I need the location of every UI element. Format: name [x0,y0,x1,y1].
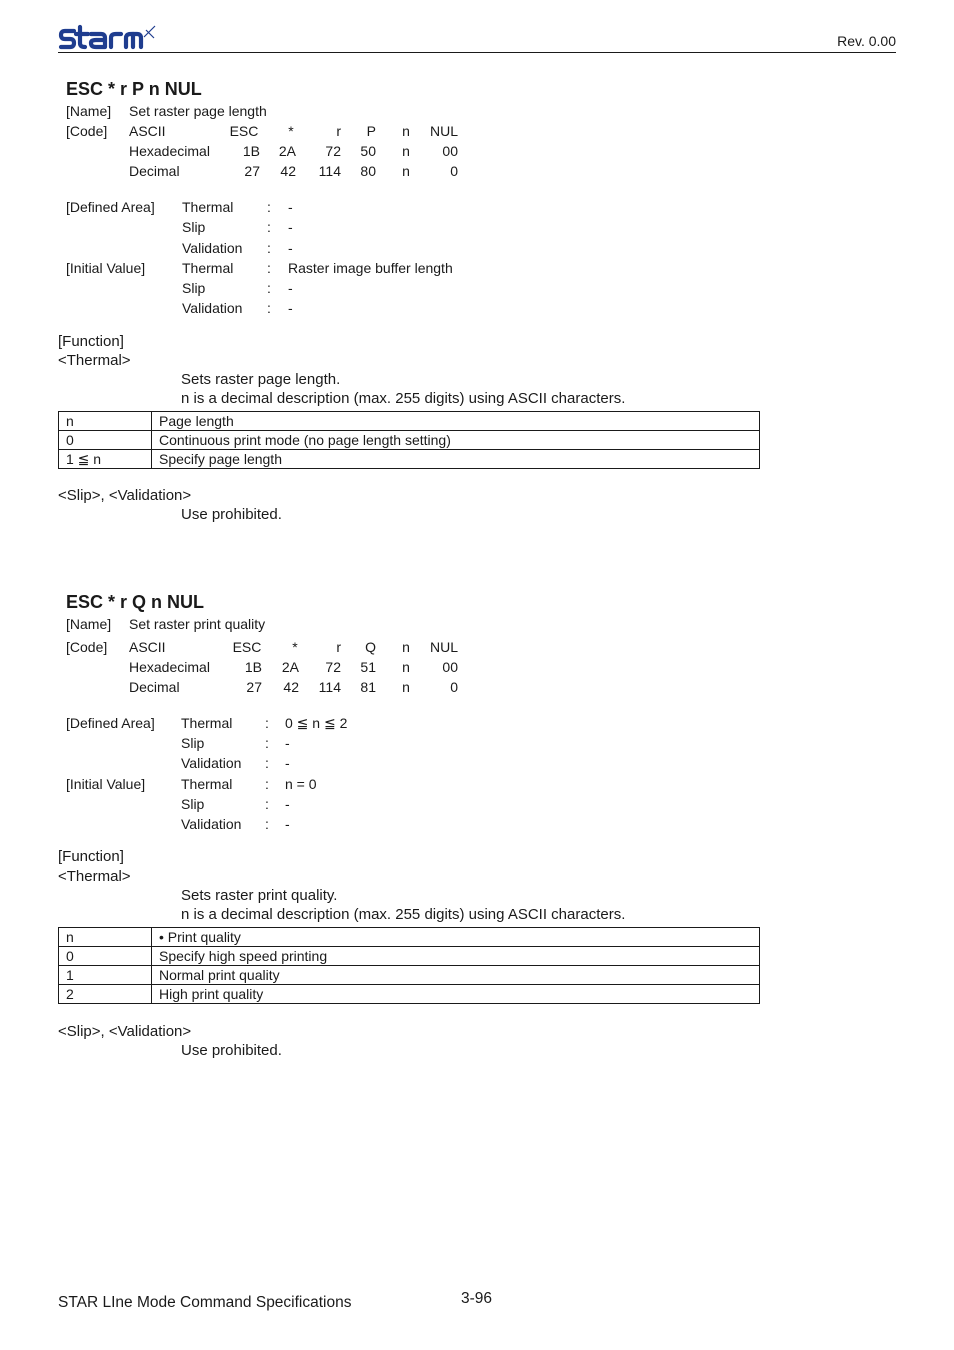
header-rule [58,52,896,53]
mode-label: Thermal [181,776,233,792]
code-value: NUL [429,639,458,655]
name-label: [Name] [66,616,112,632]
mode-value: 0 ≦ n ≦ 2 [285,715,348,731]
separator: : [265,735,269,751]
code-value: * [292,639,298,655]
table-row [59,412,760,431]
code-value: 2A [278,143,296,159]
mode-value: - [288,280,293,296]
description-line: Sets raster print quality. [181,887,338,904]
table-row [59,966,760,985]
revision: Rev. 0.00 [837,33,896,49]
page-number: 3-96 [461,1290,493,1307]
mode-value: - [288,300,293,316]
star-logo [58,22,158,52]
code-value: 51 [360,659,376,675]
code-row-label: ASCII [129,123,166,139]
table-cell: • Print quality [152,928,760,947]
name-label: [Name] [66,103,112,119]
table-cell: 1 ≦ n [59,450,152,469]
code-value: n [402,639,410,655]
command-name: Set raster print quality [129,616,266,632]
table-cell: Specify high speed printing [152,947,760,966]
separator: : [267,199,271,215]
mode-value: - [285,796,290,812]
separator: : [265,816,269,832]
mode-label: Thermal [182,260,234,276]
initial-value-label: [Initial Value] [66,260,146,276]
code-label: [Code] [66,123,108,139]
mode-label: Validation [182,240,243,256]
separator: : [267,300,271,316]
table-row [59,985,760,1004]
table-row [59,947,760,966]
code-value: 42 [283,679,299,695]
description-line: n is a decimal description (max. 255 digits) using ASCII characters. [181,906,626,923]
code-value: 00 [442,659,458,675]
mode-value: - [285,816,290,832]
code-value: n [402,163,410,179]
code-value: 1B [244,659,262,675]
mode-value: - [288,219,293,235]
thermal-label: <Thermal> [58,868,131,885]
mode-value: - [288,240,293,256]
code-value: ESC [229,123,259,139]
code-row-label: Decimal [129,679,180,695]
code-value: P [366,123,376,139]
code-value: 42 [280,163,296,179]
code-value: n [402,143,410,159]
code-label: [Code] [66,639,108,655]
code-value: 81 [360,679,376,695]
separator: : [265,755,269,771]
code-value: 27 [246,679,262,695]
code-value: NUL [429,123,458,139]
slip-validation-label: <Slip>, <Validation> [58,487,192,504]
description-line: Sets raster page length. [181,371,341,388]
separator: : [267,260,271,276]
table-cell: 0 [59,431,152,450]
code-value: 72 [325,659,341,675]
mode-label: Slip [181,735,205,751]
mode-label: Slip [181,796,205,812]
mode-label: Slip [182,280,206,296]
mode-label: Validation [182,300,243,316]
parameter-table [58,927,760,1004]
code-value: 50 [360,143,376,159]
defined-area-label: [Defined Area] [66,199,155,215]
code-value: 114 [318,679,341,695]
code-value: n [402,659,410,675]
code-value: 2A [281,659,299,675]
section-title: ESC * r P n NUL [66,79,202,99]
mode-value: Raster image buffer length [288,260,453,276]
slip-validation-text: Use prohibited. [181,1042,282,1059]
code-value: ESC [232,639,262,655]
defined-area-label: [Defined Area] [66,715,155,731]
table-cell: Specify page length [152,450,760,469]
code-value: 80 [360,163,376,179]
mode-label: Thermal [182,199,234,215]
description-line: n is a decimal description (max. 255 digits) using ASCII characters. [181,390,626,407]
table-cell: n [59,412,152,431]
table-row [59,431,760,450]
function-label: [Function] [58,848,124,865]
mode-label: Validation [181,816,242,832]
mode-label: Slip [182,219,206,235]
separator: : [267,280,271,296]
table-cell: Normal print quality [152,966,760,985]
separator: : [267,219,271,235]
function-label: [Function] [58,333,124,350]
mode-value: - [285,755,290,771]
mode-value: - [288,199,293,215]
separator: : [267,240,271,256]
code-value: 27 [244,163,260,179]
slip-validation-label: <Slip>, <Validation> [58,1023,192,1040]
footer-doc-title: STAR LIne Mode Command Specifications [58,1294,352,1311]
command-name: Set raster page length [129,103,267,119]
thermal-label: <Thermal> [58,352,131,369]
slip-validation-text: Use prohibited. [181,506,282,523]
mode-label: Thermal [181,715,233,731]
separator: : [265,715,269,731]
code-value: r [336,123,341,139]
section-title: ESC * r Q n NUL [66,592,205,612]
table-cell: Continuous print mode (no page length setting) [152,431,760,450]
table-row [59,928,760,947]
code-row-label: Hexadecimal [129,143,210,159]
code-row-label: Decimal [129,163,180,179]
mode-label: Validation [181,755,242,771]
code-value: 0 [450,163,458,179]
code-value: 114 [318,163,341,179]
mode-value: - [285,735,290,751]
code-value: n [402,123,410,139]
table-cell: 1 [59,966,152,985]
code-row-label: Hexadecimal [129,659,210,675]
mode-value: n = 0 [285,776,317,792]
separator: : [265,796,269,812]
separator: : [265,776,269,792]
table-cell: High print quality [152,985,760,1004]
table-cell: Page length [152,412,760,431]
table-cell: 2 [59,985,152,1004]
code-value: * [288,123,294,139]
parameter-table [58,411,760,469]
code-row-label: ASCII [129,639,166,655]
code-value: 0 [450,679,458,695]
table-cell: n [59,928,152,947]
code-value: Q [365,639,376,655]
code-value: 1B [242,143,260,159]
initial-value-label: [Initial Value] [66,776,146,792]
code-value: 72 [325,143,341,159]
table-row [59,450,760,469]
table-cell: 0 [59,947,152,966]
code-value: n [402,679,410,695]
code-value: 00 [442,143,458,159]
code-value: r [336,639,341,655]
